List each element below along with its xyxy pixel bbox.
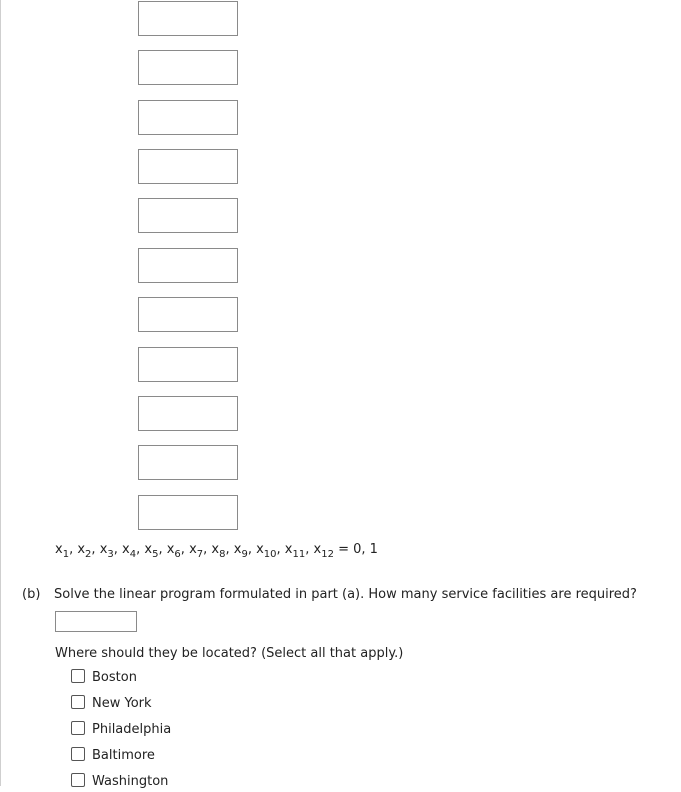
constraint-input[interactable]	[138, 495, 238, 530]
part-b-question	[22, 587, 637, 602]
constraint-input[interactable]	[138, 198, 238, 233]
constraint-input[interactable]	[138, 149, 238, 184]
option-label: New York	[92, 696, 152, 711]
option-new-york[interactable]	[71, 694, 152, 714]
constraint-input[interactable]	[138, 50, 238, 85]
part-label: (b)	[22, 587, 41, 602]
left-border	[0, 0, 1, 786]
checkbox[interactable]	[71, 747, 85, 761]
checkbox[interactable]	[71, 695, 85, 709]
option-label: Boston	[92, 670, 137, 685]
option-label: Washington	[92, 774, 169, 789]
question-text: Solve the linear program formulated in part (a). How many service facilities are required?	[54, 587, 637, 602]
constraint-input[interactable]	[138, 445, 238, 480]
checkbox[interactable]	[71, 773, 85, 787]
checkbox[interactable]	[71, 669, 85, 683]
facility-count-input[interactable]	[55, 611, 137, 632]
option-philadelphia[interactable]	[71, 720, 171, 740]
constraint-input[interactable]	[138, 297, 238, 332]
option-baltimore[interactable]	[71, 746, 155, 766]
constraint-input[interactable]	[138, 1, 238, 36]
option-washington[interactable]	[71, 772, 168, 792]
constraint-input[interactable]	[138, 100, 238, 135]
location-prompt: Where should they be located? (Select all that apply.)	[55, 646, 404, 661]
option-label: Baltimore	[92, 748, 155, 763]
constraint-input[interactable]	[138, 396, 238, 431]
checkbox[interactable]	[71, 721, 85, 735]
constraint-input[interactable]	[138, 248, 238, 283]
option-boston[interactable]	[71, 668, 137, 688]
option-label: Philadelphia	[92, 722, 172, 737]
variable-domain: $x_1$, $x_2$, $x_3$, $x_4$, $x_5$, $x_6$, $x_7$, $x_8$, $x_9$, $x_{10}$, $x_{11}$, $x_{12} = 0$, 1	[55, 542, 378, 560]
constraint-input[interactable]	[138, 347, 238, 382]
